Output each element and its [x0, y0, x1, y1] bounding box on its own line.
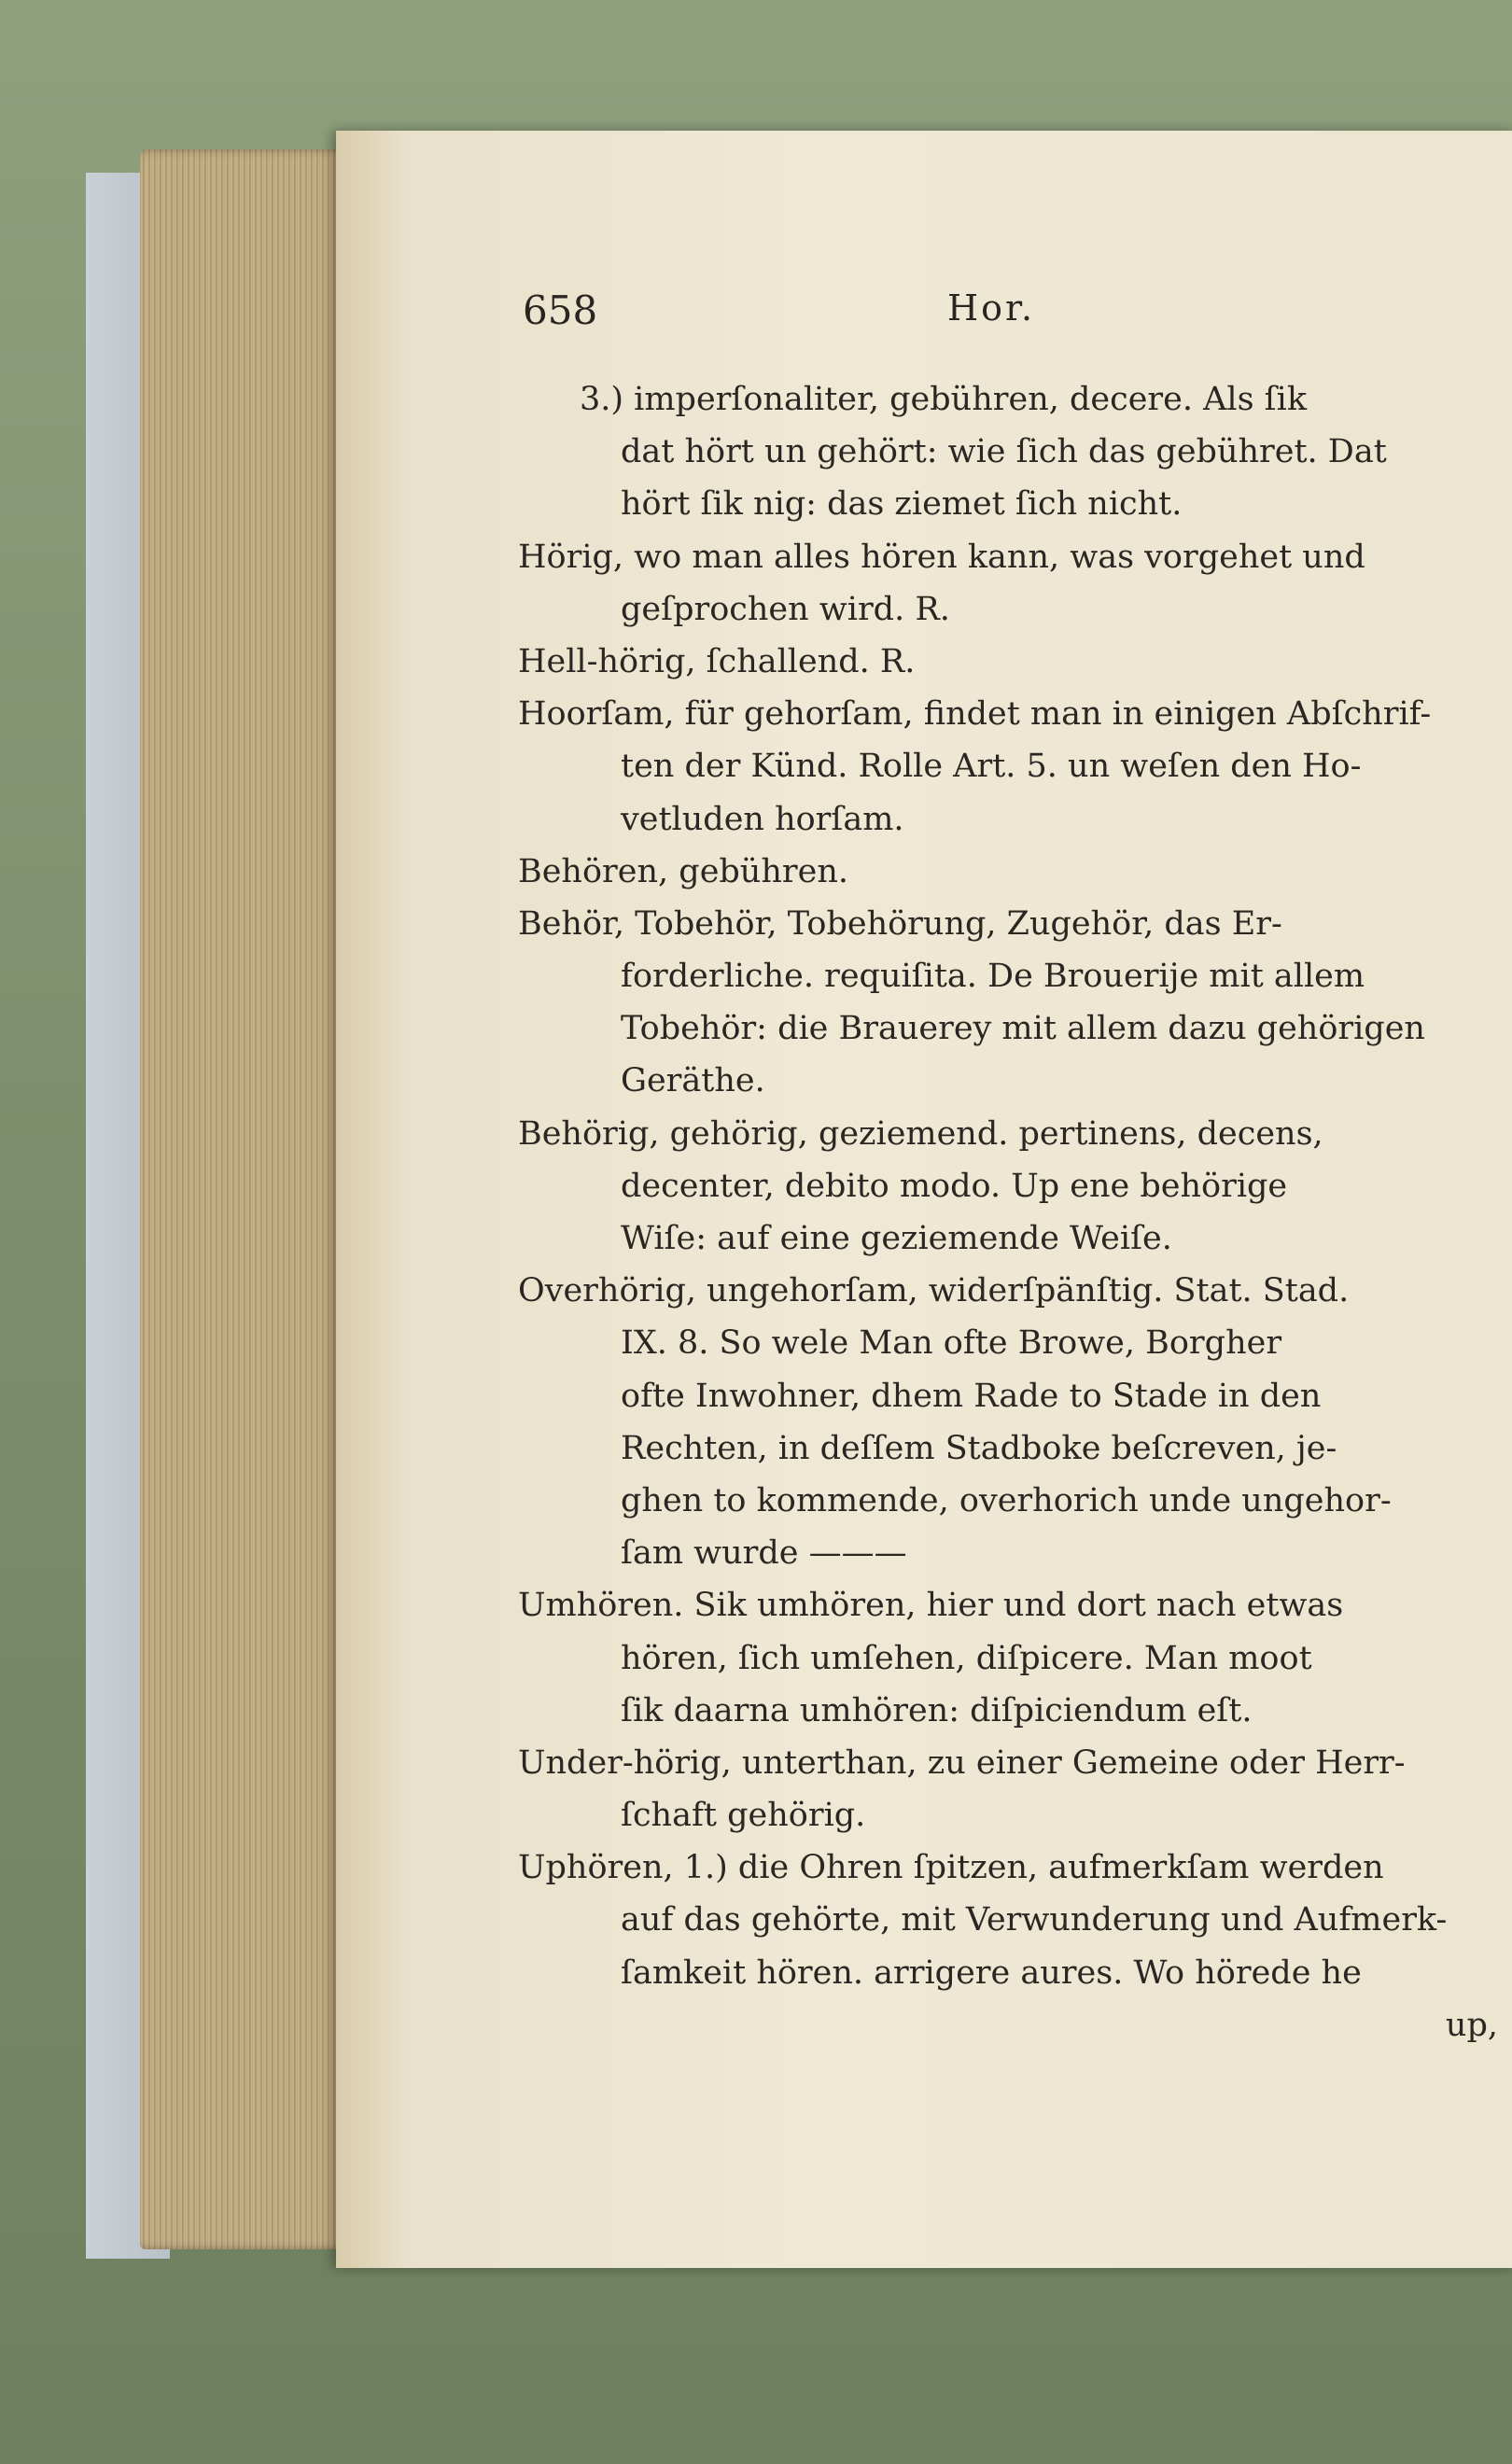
- text-line: Tobehör: die Brauerey mit allem dazu gehörigen: [621, 1010, 1425, 1048]
- text-line: Geräthe.: [621, 1062, 765, 1100]
- entry-line: Hörig, wo man alles hören kann, was vorgehet und: [518, 538, 1365, 576]
- text-line: Rechten, in deſſem Stadboke beſcreven, je-: [621, 1429, 1337, 1467]
- text-line: ſik daarna umhören: diſpiciendum eſt.: [621, 1691, 1253, 1729]
- text-line: 3.) imperſonaliter, gebühren, decere. Als ſik: [580, 381, 1308, 418]
- text-line: decenter, debito modo. Up ene behörige: [621, 1167, 1288, 1205]
- page-number: 658: [523, 287, 598, 333]
- entry-line: Umhören. Sik umhören, hier und dort nach etwas: [518, 1587, 1344, 1625]
- page-stack-edge: [140, 149, 355, 2249]
- entry-line: Behör, Tobehör, Tobehörung, Zugehör, das Er-: [518, 904, 1282, 943]
- text-line: ofte Inwohner, dhem Rade to Stade in den: [621, 1377, 1322, 1415]
- text-line: Wiſe: auf eine geziemende Weiſe.: [621, 1220, 1172, 1257]
- entry-line: Under-hörig, unterthan, zu einer Gemeine oder Herr-: [518, 1743, 1406, 1782]
- text-line: ſchaft gehörig.: [621, 1797, 866, 1835]
- text-line: ten der Künd. Rolle Art. 5. un weſen den Ho-: [621, 748, 1362, 786]
- entry-line: Behörig, gehörig, geziemend. pertinens, decens,: [518, 1114, 1323, 1153]
- text-line: auf das gehörte, mit Verwunderung und Aufmerk-: [621, 1901, 1448, 1939]
- text-line: ſamkeit hören. arrigere aures. Wo hörede he: [621, 1953, 1362, 1992]
- text-line: geſprochen wird. R.: [621, 590, 950, 628]
- text-line: IX. 8. So wele Man ofte Browe, Borgher: [621, 1324, 1282, 1363]
- entry-line: Behören, gebühren.: [518, 852, 848, 890]
- text-line: ghen to kommende, overhorich unde ungehor-: [621, 1481, 1392, 1519]
- text-line: forderliche. requiſita. De Brouerije mit allem: [621, 958, 1365, 996]
- entry-line: Overhörig, ungehorſam, widerſpänſtig. Stat. Stad.: [518, 1272, 1350, 1310]
- text-line: hört ſik nig: das ziemet ſich nicht.: [621, 485, 1183, 524]
- text-line: dat hört un gehört: wie ſich das gebühret. Dat: [621, 433, 1387, 471]
- text-line: ſam wurde ———: [621, 1534, 907, 1573]
- entry-line: Hell-hörig, ſchallend. R.: [518, 642, 916, 680]
- running-head: Hor.: [947, 287, 1036, 329]
- text-line: up,: [1445, 2006, 1498, 2044]
- text-line: vetluden horſam.: [621, 800, 904, 838]
- entry-line: Hoorſam, für gehorſam, findet man in einigen Abſchrif-: [518, 695, 1432, 734]
- dictionary-text: [518, 373, 1498, 2051]
- entry-line: Uphören, 1.) die Ohren ſpitzen, aufmerkſam werden: [518, 1849, 1384, 1887]
- text-line: hören, ſich umſehen, diſpicere. Man moot: [621, 1639, 1312, 1677]
